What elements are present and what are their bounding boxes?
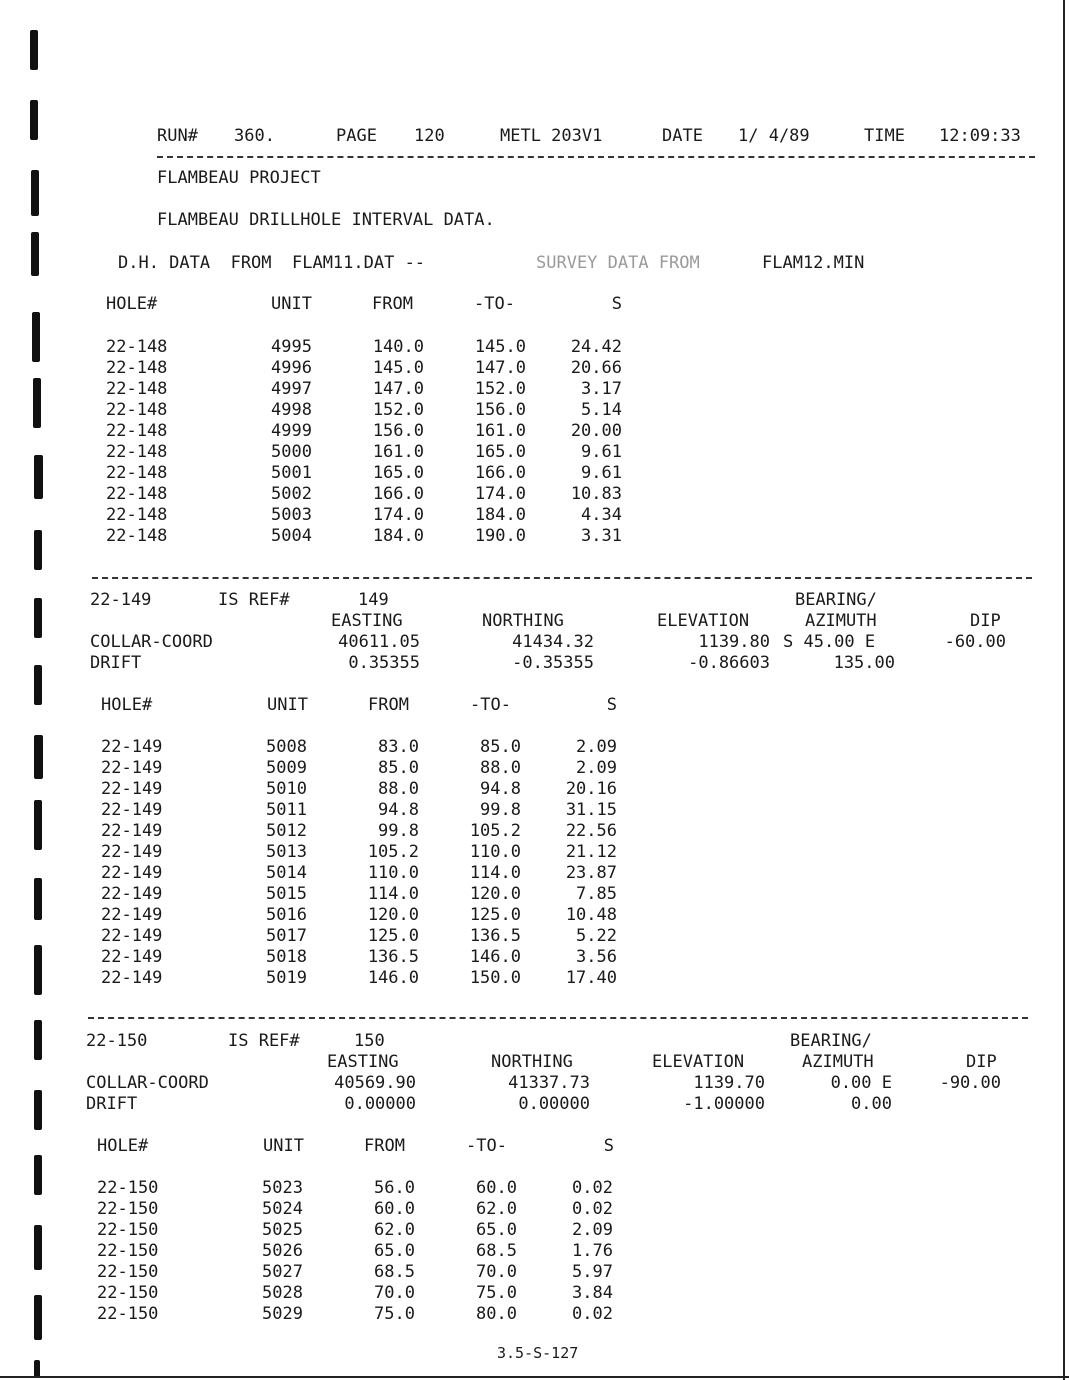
cell-unit: 5017 — [266, 926, 307, 946]
col-hole: HOLE# — [106, 294, 158, 314]
cell-to: 105.2 — [469, 821, 521, 841]
time-value: 12:09:33 — [939, 126, 1021, 146]
cell-unit: 5002 — [271, 484, 312, 504]
cell-unit: 4999 — [271, 421, 312, 441]
binder-mark — [34, 1225, 42, 1270]
collar-elevation: 1139.80 — [698, 632, 770, 652]
drift-easting: 0.00000 — [344, 1094, 416, 1114]
drift-elevation: -0.86603 — [688, 653, 770, 673]
drift-northing: -0.35355 — [512, 653, 594, 673]
cell-to: 120.0 — [469, 884, 521, 904]
cell-from: 105.2 — [367, 842, 419, 862]
section-divider — [88, 1017, 1028, 1019]
cell-from: 174.0 — [372, 505, 424, 525]
collar-easting: 40569.90 — [334, 1073, 416, 1093]
cell-from: 65.0 — [374, 1241, 415, 1261]
cell-s: 24.42 — [570, 337, 622, 357]
cell-from: 156.0 — [372, 421, 424, 441]
cell-from: 147.0 — [372, 379, 424, 399]
cell-hole: 22-149 — [101, 842, 163, 862]
col-s: S — [606, 695, 617, 715]
cell-unit: 5008 — [266, 737, 307, 757]
cell-to: 166.0 — [474, 463, 526, 483]
binder-mark — [30, 30, 38, 70]
cell-s: 5.97 — [572, 1262, 613, 1282]
cell-to: 80.0 — [476, 1304, 517, 1324]
cell-to: 150.0 — [469, 968, 521, 988]
drift-easting: 0.35355 — [348, 653, 420, 673]
cell-unit: 4996 — [271, 358, 312, 378]
ref-label: IS REF# — [218, 590, 290, 610]
hole-id: 22-150 — [86, 1031, 148, 1051]
easting-header: EASTING — [331, 611, 403, 631]
run-number: 360. — [234, 126, 275, 146]
binder-mark — [34, 1155, 42, 1195]
cell-to: 70.0 — [476, 1262, 517, 1282]
cell-to: 145.0 — [474, 337, 526, 357]
cell-from: 152.0 — [372, 400, 424, 420]
cell-hole: 22-149 — [101, 737, 163, 757]
cell-to: 184.0 — [474, 505, 526, 525]
page-footer-code: 3.5-S-127 — [497, 1344, 579, 1362]
cell-from: 145.0 — [372, 358, 424, 378]
cell-from: 83.0 — [378, 737, 419, 757]
cell-from: 85.0 — [378, 758, 419, 778]
cell-unit: 5026 — [262, 1241, 303, 1261]
hole-id: 22-149 — [90, 590, 152, 610]
collar-dip: -60.00 — [944, 632, 1006, 652]
cell-hole: 22-148 — [106, 505, 168, 525]
cell-unit: 5000 — [271, 442, 312, 462]
cell-hole: 22-149 — [101, 758, 163, 778]
cell-unit: 5015 — [266, 884, 307, 904]
dip-header: DIP — [970, 611, 1001, 631]
cell-s: 5.22 — [576, 926, 617, 946]
cell-s: 9.61 — [581, 463, 622, 483]
cell-s: 2.09 — [576, 737, 617, 757]
drift-azimuth: 135.00 — [833, 653, 895, 673]
col-hole: HOLE# — [97, 1136, 149, 1156]
date-label: DATE — [662, 126, 703, 146]
collar-easting: 40611.05 — [338, 632, 420, 652]
cell-from: 146.0 — [367, 968, 419, 988]
cell-s: 0.02 — [572, 1199, 613, 1219]
collar-label: COLLAR-COORD — [90, 632, 213, 652]
binder-mark — [34, 1090, 42, 1130]
cell-hole: 22-149 — [101, 884, 163, 904]
run-label: RUN# — [157, 126, 198, 146]
cell-to: 190.0 — [474, 526, 526, 546]
cell-s: 10.83 — [570, 484, 622, 504]
cell-s: 1.76 — [572, 1241, 613, 1261]
col-from: FROM — [372, 294, 413, 314]
cell-to: 65.0 — [476, 1220, 517, 1240]
binder-mark — [34, 735, 43, 779]
cell-s: 7.85 — [576, 884, 617, 904]
cell-unit: 5018 — [266, 947, 307, 967]
col-unit: UNIT — [271, 294, 312, 314]
bearing-header: BEARING/ — [795, 590, 877, 610]
cell-unit: 5025 — [262, 1220, 303, 1240]
cell-s: 21.12 — [565, 842, 617, 862]
col-s: S — [611, 294, 622, 314]
cell-hole: 22-148 — [106, 526, 168, 546]
cell-to: 85.0 — [480, 737, 521, 757]
report-subtitle: FLAMBEAU DRILLHOLE INTERVAL DATA. — [157, 210, 495, 230]
survey-source: SURVEY DATA FROM — [536, 253, 700, 273]
cell-from: 114.0 — [367, 884, 419, 904]
cell-unit: 5016 — [266, 905, 307, 925]
cell-to: 136.5 — [469, 926, 521, 946]
cell-unit: 5003 — [271, 505, 312, 525]
binder-mark — [32, 312, 40, 362]
cell-unit: 5009 — [266, 758, 307, 778]
cell-s: 22.56 — [565, 821, 617, 841]
collar-northing: 41337.73 — [508, 1073, 590, 1093]
cell-unit: 5010 — [266, 779, 307, 799]
cell-to: 147.0 — [474, 358, 526, 378]
cell-from: 184.0 — [372, 526, 424, 546]
cell-s: 3.84 — [572, 1283, 613, 1303]
cell-to: 88.0 — [480, 758, 521, 778]
cell-hole: 22-149 — [101, 968, 163, 988]
cell-s: 9.61 — [581, 442, 622, 462]
cell-hole: 22-150 — [97, 1304, 159, 1324]
cell-hole: 22-149 — [101, 779, 163, 799]
cell-hole: 22-149 — [101, 863, 163, 883]
binder-mark — [33, 378, 41, 428]
cell-hole: 22-148 — [106, 463, 168, 483]
cell-from: 99.8 — [378, 821, 419, 841]
cell-s: 0.02 — [572, 1304, 613, 1324]
dh-data-source: D.H. DATA FROM FLAM11.DAT -- — [118, 253, 426, 273]
cell-to: 110.0 — [469, 842, 521, 862]
cell-from: 110.0 — [367, 863, 419, 883]
cell-unit: 5014 — [266, 863, 307, 883]
cell-unit: 5027 — [262, 1262, 303, 1282]
binder-mark — [34, 945, 42, 995]
cell-to: 62.0 — [476, 1199, 517, 1219]
cell-from: 165.0 — [372, 463, 424, 483]
cell-unit: 4997 — [271, 379, 312, 399]
cell-from: 166.0 — [372, 484, 424, 504]
cell-to: 60.0 — [476, 1178, 517, 1198]
cell-s: 0.02 — [572, 1178, 613, 1198]
cell-to: 94.8 — [480, 779, 521, 799]
cell-unit: 5024 — [262, 1199, 303, 1219]
cell-from: 68.5 — [374, 1262, 415, 1282]
cell-unit: 5028 — [262, 1283, 303, 1303]
cell-to: 114.0 — [469, 863, 521, 883]
cell-to: 174.0 — [474, 484, 526, 504]
cell-unit: 5001 — [271, 463, 312, 483]
dip-header: DIP — [966, 1052, 997, 1072]
col-hole: HOLE# — [101, 695, 153, 715]
cell-s: 20.66 — [570, 358, 622, 378]
drift-northing: 0.00000 — [518, 1094, 590, 1114]
binder-mark — [34, 665, 42, 705]
time-label: TIME — [864, 126, 905, 146]
collar-northing: 41434.32 — [512, 632, 594, 652]
cell-hole: 22-150 — [97, 1178, 159, 1198]
binder-mark — [34, 878, 42, 920]
cell-to: 146.0 — [469, 947, 521, 967]
cell-from: 70.0 — [374, 1283, 415, 1303]
azimuth-header: AZIMUTH — [805, 611, 877, 631]
northing-header: NORTHING — [491, 1052, 573, 1072]
collar-label: COLLAR-COORD — [86, 1073, 209, 1093]
binder-mark — [34, 800, 42, 850]
collar-elevation: 1139.70 — [693, 1073, 765, 1093]
col-from: FROM — [364, 1136, 405, 1156]
cell-s: 3.56 — [576, 947, 617, 967]
col-to: -TO- — [470, 695, 511, 715]
cell-from: 125.0 — [367, 926, 419, 946]
cell-unit: 4995 — [271, 337, 312, 357]
cell-unit: 5023 — [262, 1178, 303, 1198]
elevation-header: ELEVATION — [652, 1052, 745, 1072]
binder-mark — [34, 530, 42, 570]
cell-from: 75.0 — [374, 1304, 415, 1324]
drift-label: DRIFT — [90, 653, 142, 673]
cell-to: 68.5 — [476, 1241, 517, 1261]
cell-unit: 5011 — [266, 800, 307, 820]
binder-mark — [34, 455, 43, 499]
cell-hole: 22-149 — [101, 926, 163, 946]
binder-mark — [30, 100, 38, 140]
ref-label: IS REF# — [228, 1031, 300, 1051]
cell-from: 136.5 — [367, 947, 419, 967]
cell-s: 2.09 — [572, 1220, 613, 1240]
collar-azimuth: S 45.00 E — [783, 632, 876, 652]
bearing-header: BEARING/ — [790, 1031, 872, 1051]
cell-unit: 5012 — [266, 821, 307, 841]
cell-unit: 5029 — [262, 1304, 303, 1324]
header-divider — [157, 156, 1035, 158]
azimuth-header: AZIMUTH — [802, 1052, 874, 1072]
col-to: -TO- — [474, 294, 515, 314]
page-label: PAGE — [336, 126, 377, 146]
cell-s: 10.48 — [565, 905, 617, 925]
cell-to: 156.0 — [474, 400, 526, 420]
cell-s: 23.87 — [565, 863, 617, 883]
cell-hole: 22-150 — [97, 1283, 159, 1303]
cell-s: 20.16 — [565, 779, 617, 799]
drift-elevation: -1.00000 — [683, 1094, 765, 1114]
ref-number: 149 — [358, 590, 389, 610]
binder-mark — [31, 232, 39, 276]
col-to: -TO- — [466, 1136, 507, 1156]
cell-s: 4.34 — [581, 505, 622, 525]
cell-s: 5.14 — [581, 400, 622, 420]
easting-header: EASTING — [327, 1052, 399, 1072]
collar-dip: -90.00 — [939, 1073, 1001, 1093]
cell-from: 120.0 — [367, 905, 419, 925]
col-unit: UNIT — [267, 695, 308, 715]
binder-mark — [34, 598, 42, 638]
page-number: 120 — [414, 126, 445, 146]
drift-label: DRIFT — [86, 1094, 138, 1114]
col-unit: UNIT — [263, 1136, 304, 1156]
cell-from: 94.8 — [378, 800, 419, 820]
cell-hole: 22-148 — [106, 379, 168, 399]
cell-s: 20.00 — [570, 421, 622, 441]
cell-hole: 22-149 — [101, 947, 163, 967]
page-edge — [1063, 0, 1065, 1380]
cell-s: 17.40 — [565, 968, 617, 988]
cell-hole: 22-148 — [106, 337, 168, 357]
cell-unit: 4998 — [271, 400, 312, 420]
drift-azimuth: 0.00 — [851, 1094, 892, 1114]
cell-from: 56.0 — [374, 1178, 415, 1198]
cell-hole: 22-148 — [106, 400, 168, 420]
binder-mark — [34, 1020, 42, 1060]
page-edge — [0, 1376, 1069, 1378]
col-s: S — [603, 1136, 614, 1156]
ref-number: 150 — [354, 1031, 385, 1051]
cell-s: 3.17 — [581, 379, 622, 399]
cell-to: 99.8 — [480, 800, 521, 820]
cell-hole: 22-149 — [101, 800, 163, 820]
cell-hole: 22-148 — [106, 484, 168, 504]
cell-hole: 22-150 — [97, 1241, 159, 1261]
cell-unit: 5019 — [266, 968, 307, 988]
section-divider — [92, 577, 1032, 579]
cell-to: 161.0 — [474, 421, 526, 441]
cell-hole: 22-148 — [106, 358, 168, 378]
cell-hole: 22-150 — [97, 1220, 159, 1240]
cell-hole: 22-149 — [101, 905, 163, 925]
cell-to: 125.0 — [469, 905, 521, 925]
cell-from: 60.0 — [374, 1199, 415, 1219]
cell-to: 152.0 — [474, 379, 526, 399]
elevation-header: ELEVATION — [657, 611, 750, 631]
collar-azimuth: 0.00 E — [830, 1073, 892, 1093]
survey-file: FLAM12.MIN — [762, 253, 865, 273]
cell-s: 2.09 — [576, 758, 617, 778]
metl-code: METL 203V1 — [500, 126, 603, 146]
cell-s: 31.15 — [565, 800, 617, 820]
project-title: FLAMBEAU PROJECT — [157, 168, 321, 188]
cell-from: 140.0 — [372, 337, 424, 357]
cell-hole: 22-150 — [97, 1262, 159, 1282]
cell-hole: 22-149 — [101, 821, 163, 841]
cell-to: 75.0 — [476, 1283, 517, 1303]
binder-mark — [34, 1295, 42, 1340]
cell-hole: 22-148 — [106, 442, 168, 462]
cell-from: 88.0 — [378, 779, 419, 799]
cell-hole: 22-148 — [106, 421, 168, 441]
cell-from: 62.0 — [374, 1220, 415, 1240]
cell-hole: 22-150 — [97, 1199, 159, 1219]
date-value: 1/ 4/89 — [738, 126, 810, 146]
cell-unit: 5004 — [271, 526, 312, 546]
cell-s: 3.31 — [581, 526, 622, 546]
binder-mark — [31, 170, 39, 216]
cell-unit: 5013 — [266, 842, 307, 862]
col-from: FROM — [368, 695, 409, 715]
cell-to: 165.0 — [474, 442, 526, 462]
cell-from: 161.0 — [372, 442, 424, 462]
northing-header: NORTHING — [482, 611, 564, 631]
